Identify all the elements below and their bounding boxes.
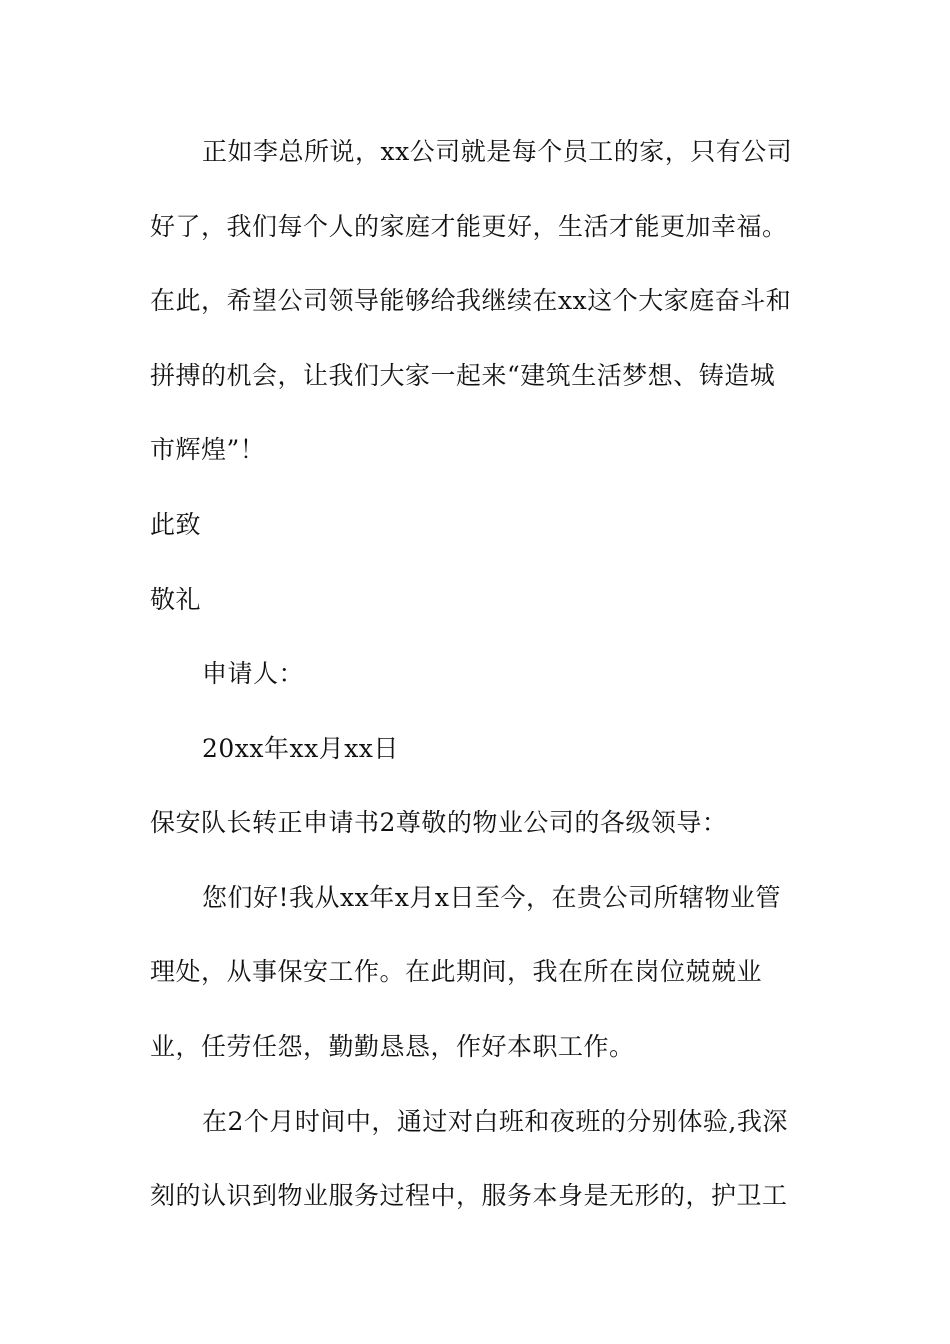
paragraph-line: 拼搏的机会，让我们大家一起来“建筑生活梦想、铸造城 <box>150 361 776 390</box>
paragraph-line: 市辉煌”！ <box>150 435 266 464</box>
paragraph-line: 好了，我们每个人的家庭才能更好，生活才能更加幸福。 <box>150 212 788 241</box>
paragraph-line: 在此，希望公司领导能够给我继续在xx这个大家庭奋斗和 <box>150 286 792 315</box>
date-line: 20xx年xx月xx日 <box>202 734 399 763</box>
paragraph-line: 业，任劳任怨，勤勤恳恳，作好本职工作。 <box>150 1032 635 1061</box>
paragraph-line: 在2个月时间中，通过对白班和夜班的分别体验,我深 <box>202 1107 788 1136</box>
closing-regards: 敬礼 <box>150 585 202 614</box>
paragraph-line: 刻的认识到物业服务过程中，服务本身是无形的，护卫工 <box>150 1181 788 1210</box>
closing-salutation: 此致 <box>150 510 202 539</box>
applicant-label: 申请人： <box>202 659 305 688</box>
paragraph-line: 正如李总所说，xx公司就是每个员工的家，只有公司 <box>202 137 793 166</box>
section-title: 保安队长转正申请书2尊敬的物业公司的各级领导： <box>150 808 728 837</box>
paragraph-line: 您们好!我从xx年x月x日至今，在贵公司所辖物业管 <box>202 883 781 912</box>
paragraph-line: 理处，从事保安工作。在此期间，我在所在岗位兢兢业 <box>150 957 763 986</box>
